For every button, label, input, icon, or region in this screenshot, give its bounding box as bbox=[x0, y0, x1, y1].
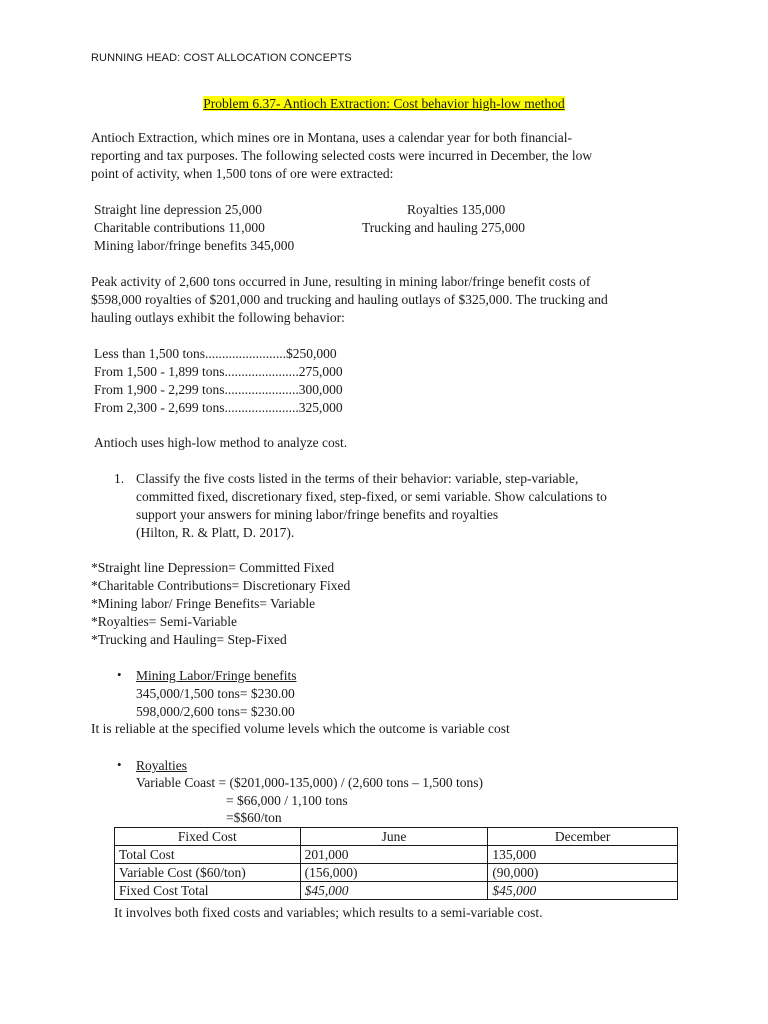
question-line-2: committed fixed, discretionary fixed, step-fixed, or semi variable. Show calculations to bbox=[136, 489, 607, 504]
behavior-row-3: From 1,900 - 2,299 tons......................300,000 bbox=[94, 382, 343, 397]
classification-royalties: *Royalties= Semi-Variable bbox=[91, 614, 237, 629]
royalties-calc-1: Variable Coast = ($201,000-135,000) / (2,600 tons – 1,500 tons) bbox=[136, 775, 483, 790]
question-number: 1. bbox=[114, 471, 125, 486]
table-cell: $45,000 bbox=[300, 882, 488, 900]
royalties-heading: Royalties bbox=[136, 758, 187, 773]
bullet-mining: • bbox=[117, 667, 122, 682]
table-header-cell: Fixed Cost bbox=[115, 828, 301, 846]
method-line: Antioch uses high-low method to analyze cost. bbox=[94, 435, 348, 450]
table-cell: Total Cost bbox=[115, 846, 301, 864]
bullet-royalties: • bbox=[117, 757, 122, 772]
table-header-cell: December bbox=[488, 828, 678, 846]
question-citation: (Hilton, R. & Platt, D. 2017). bbox=[136, 525, 295, 540]
question-line-3: support your answers for mining labor/fringe benefits and royalties bbox=[136, 507, 499, 522]
cost-mining-labor: Mining labor/fringe benefits 345,000 bbox=[94, 238, 295, 253]
peak-line-3: hauling outlays exhibit the following behavior: bbox=[91, 310, 345, 325]
table-cell: 201,000 bbox=[300, 846, 488, 864]
behavior-row-1: Less than 1,500 tons........................$250,000 bbox=[94, 346, 337, 361]
table-cell: 135,000 bbox=[488, 846, 678, 864]
cost-trucking: Trucking and hauling 275,000 bbox=[362, 220, 525, 235]
cost-charitable: Charitable contributions 11,000 bbox=[94, 220, 265, 235]
classification-mining: *Mining labor/ Fringe Benefits= Variable bbox=[91, 596, 316, 611]
table-cell: (90,000) bbox=[488, 864, 678, 882]
intro-line-1: Antioch Extraction, which mines ore in Montana, uses a calendar year for both financial- bbox=[91, 130, 572, 145]
problem-title bbox=[0, 95, 768, 113]
problem-title-text: Problem 6.37- Antioch Extraction: Cost behavior high-low method bbox=[203, 96, 565, 111]
mining-calc-1: 345,000/1,500 tons= $230.00 bbox=[136, 686, 295, 701]
table-row bbox=[115, 864, 678, 882]
peak-line-2: $598,000 royalties of $201,000 and trucking and hauling outlays of $325,000. The trucking and bbox=[91, 292, 608, 307]
table-header-cell: June bbox=[300, 828, 488, 846]
table-row bbox=[115, 882, 678, 900]
classification-depreciation: *Straight line Depression= Committed Fixed bbox=[91, 560, 335, 575]
royalties-calc-3: =$$60/ton bbox=[226, 810, 282, 825]
intro-line-2: reporting and tax purposes. The following selected costs were incurred in December, the low bbox=[91, 148, 593, 163]
table-cell: Fixed Cost Total bbox=[115, 882, 301, 900]
table-header-row bbox=[115, 828, 678, 846]
mining-conclusion: It is reliable at the specified volume levels which the outcome is variable cost bbox=[91, 721, 510, 736]
mining-calc-2: 598,000/2,600 tons= $230.00 bbox=[136, 704, 295, 719]
behavior-row-4: From 2,300 - 2,699 tons......................325,000 bbox=[94, 400, 343, 415]
royalties-calc-2: = $66,000 / 1,100 tons bbox=[226, 793, 348, 808]
classification-trucking: *Trucking and Hauling= Step-Fixed bbox=[91, 632, 287, 647]
mining-heading: Mining Labor/Fringe benefits bbox=[136, 668, 297, 683]
table-row bbox=[115, 846, 678, 864]
peak-line-1: Peak activity of 2,600 tons occurred in June, resulting in mining labor/fringe benefit costs of bbox=[91, 274, 591, 289]
behavior-row-2: From 1,500 - 1,899 tons......................275,000 bbox=[94, 364, 343, 379]
question-line-1: Classify the five costs listed in the terms of their behavior: variable, step-variable, bbox=[136, 471, 579, 486]
table-cell: Variable Cost ($60/ton) bbox=[115, 864, 301, 882]
classification-charitable: *Charitable Contributions= Discretionary Fixed bbox=[91, 578, 351, 593]
royalties-conclusion: It involves both fixed costs and variables; which results to a semi-variable cost. bbox=[114, 905, 543, 920]
running-head: RUNNING HEAD: COST ALLOCATION CONCEPTS bbox=[91, 52, 352, 64]
intro-line-3: point of activity, when 1,500 tons of ore were extracted: bbox=[91, 166, 394, 181]
cost-straight-line: Straight line depression 25,000 bbox=[94, 202, 262, 217]
fixed-cost-table bbox=[114, 827, 678, 900]
cost-royalties: Royalties 135,000 bbox=[407, 202, 506, 217]
table-cell: $45,000 bbox=[488, 882, 678, 900]
table-cell: (156,000) bbox=[300, 864, 488, 882]
